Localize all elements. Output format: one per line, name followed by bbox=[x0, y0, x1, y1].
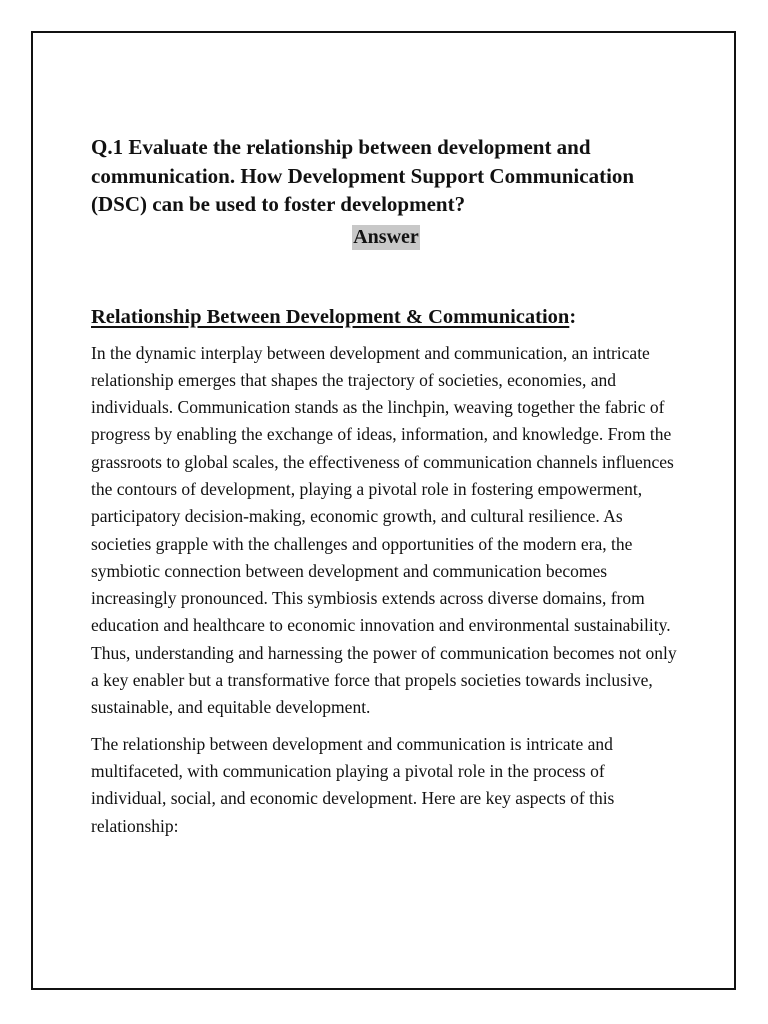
body-paragraph-1: In the dynamic interplay between development and communication, an intricate relationship emerges that shapes the trajectory of societies, economies, and individuals. Communication stands as the linchpin, weaving together the fabric of progress by enabling the exchange of ideas, information, and knowledge. From the grassroots to global scales, the effectiveness of communication channels influences the contours of development, playing a pivotal role in fostering empowerment, participatory decision-making, economic growth, and cultural resilience. As societies grapple with the challenges and opportunities of the modern era, the symbiotic connection between development and communication becomes increasingly pronounced. This symbiosis extends across diverse domains, from education and healthcare to economic innovation and environmental sustainability. Thus, understanding and harnessing the power of communication becomes not only a key enabler but a transformative force that propels societies towards inclusive, sustainable, and equitable development. bbox=[91, 342, 677, 718]
answer-label: Answer bbox=[353, 225, 419, 248]
answer-label-container bbox=[91, 225, 681, 250]
section-heading bbox=[91, 304, 681, 330]
body-paragraph-2: The relationship between development and communication is intricate and multifaceted, with communication playing a pivotal role in the process of individual, social, and economic development. Here are key aspects of this relationship: bbox=[91, 733, 615, 836]
section-heading-colon: : bbox=[569, 305, 577, 328]
question-heading: Q.1 Evaluate the relationship between development and communication. How Development Support Communication (DSC) can be used to foster development? bbox=[91, 135, 635, 216]
page-content bbox=[91, 133, 681, 840]
section-heading-text: Relationship Between Development & Communication bbox=[91, 305, 570, 328]
document-page bbox=[31, 31, 736, 990]
